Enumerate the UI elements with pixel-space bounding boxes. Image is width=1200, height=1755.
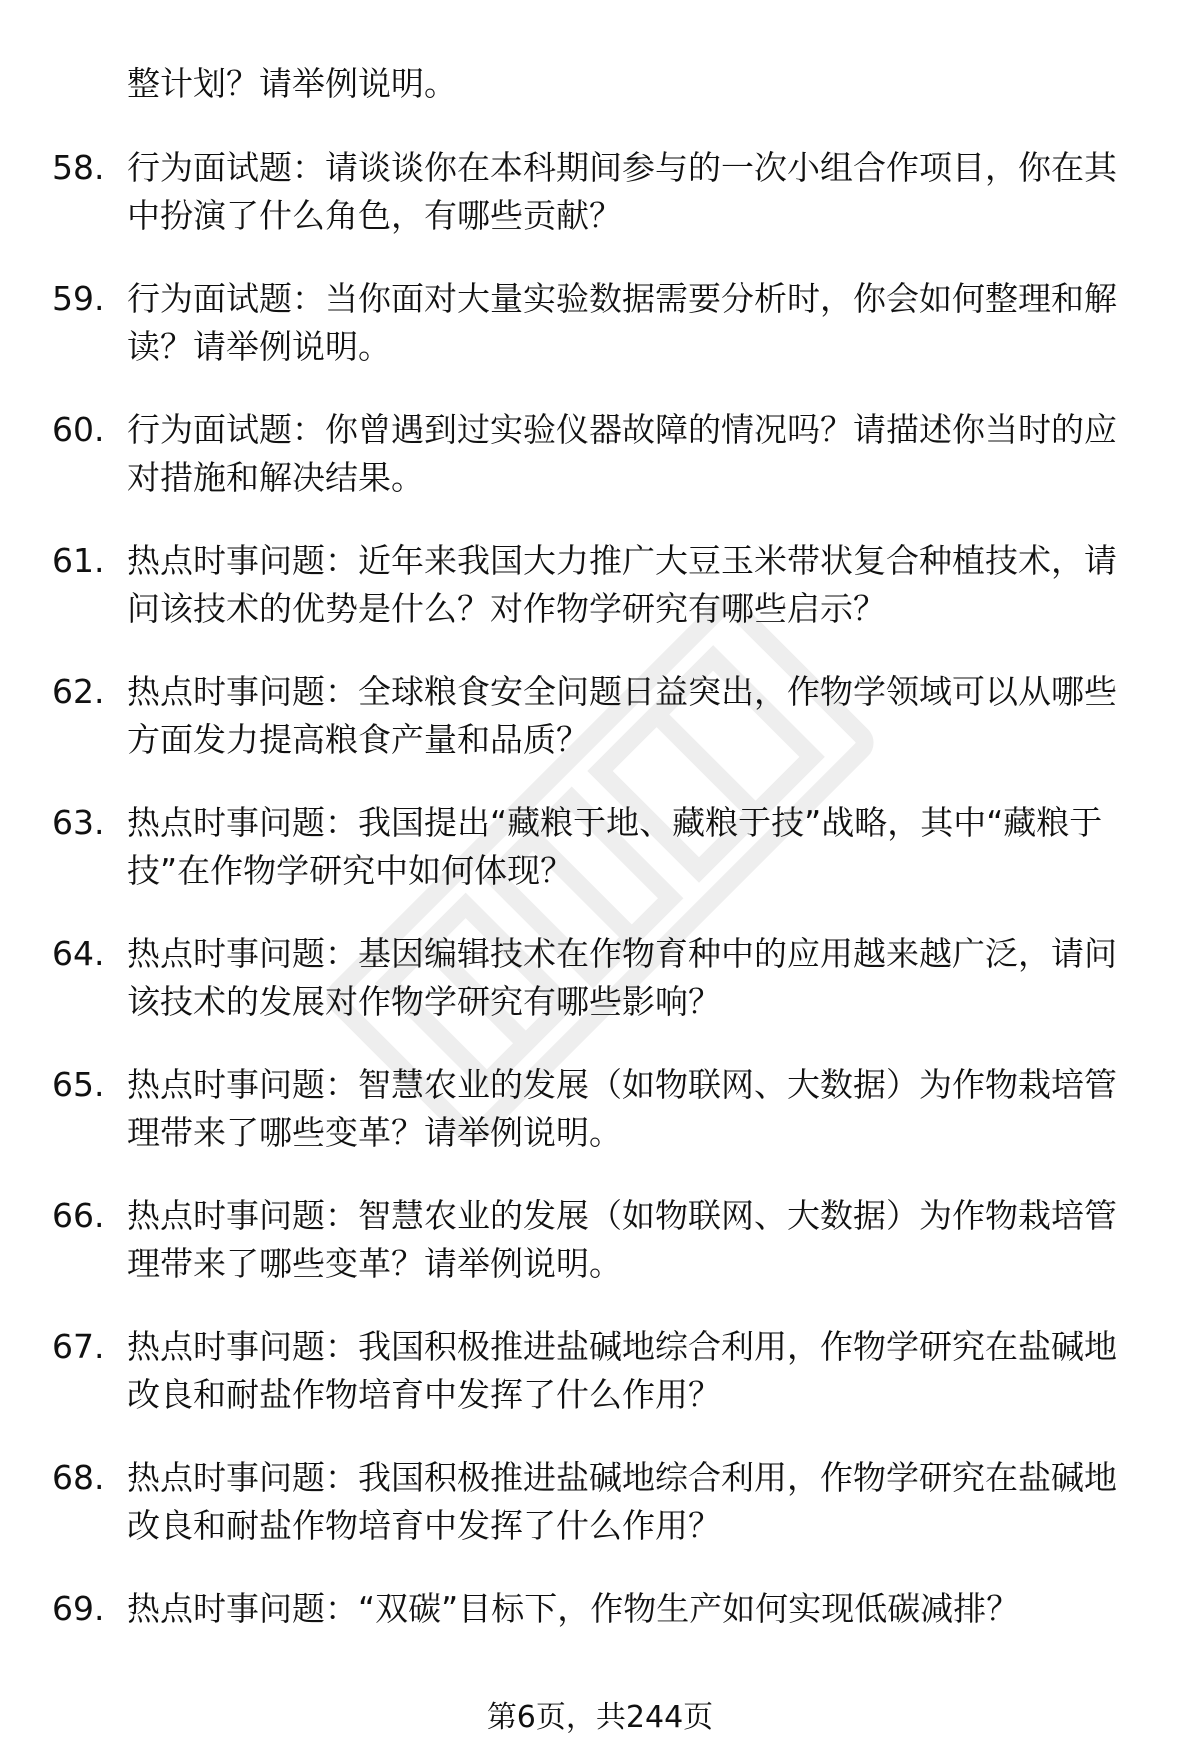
question-number: 62. (52, 672, 105, 711)
question-number: 68. (52, 1458, 105, 1497)
question-number: 61. (52, 541, 105, 580)
question-number: 63. (52, 803, 105, 842)
question-text: 热点时事问题：近年来我国大力推广大豆玉米带状复合种植技术，请问该技术的优势是什么？对作物学研究有哪些启示？ (127, 541, 1117, 628)
question-text: 行为面试题：请谈谈你在本科期间参与的一次小组合作项目，你在其中扮演了什么角色，有哪些贡献？ (127, 148, 1117, 235)
question-text: 热点时事问题：全球粮食安全问题日益突出，作物学领域可以从哪些方面发力提高粮食产量和品质？ (127, 672, 1117, 759)
question-number: 66. (52, 1196, 105, 1235)
page-number-footer: 第6页，共244页 (486, 1700, 714, 1735)
question-number: 67. (52, 1327, 105, 1366)
question-text: 热点时事问题：我国积极推进盐碱地综合利用，作物学研究在盐碱地改良和耐盐作物培育中发挥了什么作用？ (127, 1458, 1117, 1545)
question-text: 热点时事问题：智慧农业的发展（如物联网、大数据）为作物栽培管理带来了哪些变革？请举例说明。 (127, 1196, 1117, 1283)
list-item (0, 1323, 1200, 1454)
list-item (0, 1585, 1200, 1716)
question-text: 热点时事问题：我国积极推进盐碱地综合利用，作物学研究在盐碱地改良和耐盐作物培育中发挥了什么作用？ (127, 1327, 1117, 1414)
list-item (0, 930, 1200, 1061)
question-number: 64. (52, 934, 105, 973)
question-number: 69. (52, 1589, 105, 1628)
question-number: 60. (52, 410, 105, 449)
question-list (0, 144, 1200, 1716)
list-item (0, 537, 1200, 668)
list-item (0, 144, 1200, 275)
list-item (0, 406, 1200, 537)
question-number: 65. (52, 1065, 105, 1104)
list-item (0, 1061, 1200, 1192)
continued-question-text: 整计划？请举例说明。 (127, 64, 457, 103)
question-number: 59. (52, 279, 105, 318)
list-item (0, 1454, 1200, 1585)
question-text: 行为面试题：你曾遇到过实验仪器故障的情况吗？请描述你当时的应对措施和解决结果。 (127, 410, 1117, 497)
question-text: 热点时事问题：智慧农业的发展（如物联网、大数据）为作物栽培管理带来了哪些变革？请举例说明。 (127, 1065, 1117, 1152)
question-text: 热点时事问题：“双碳”目标下，作物生产如何实现低碳减排？ (127, 1589, 1020, 1628)
list-item (0, 1192, 1200, 1323)
question-text: 行为面试题：当你面对大量实验数据需要分析时，你会如何整理和解读？请举例说明。 (127, 279, 1117, 366)
question-text: 热点时事问题：基因编辑技术在作物育种中的应用越来越广泛，请问该技术的发展对作物学研究有哪些影响？ (127, 934, 1117, 1021)
list-item (0, 668, 1200, 799)
question-number: 58. (52, 148, 105, 187)
list-item (0, 275, 1200, 406)
list-item (0, 799, 1200, 930)
question-text: 热点时事问题：我国提出“藏粮于地、藏粮于技”战略，其中“藏粮于技”在作物学研究中如何体现？ (127, 803, 1103, 890)
